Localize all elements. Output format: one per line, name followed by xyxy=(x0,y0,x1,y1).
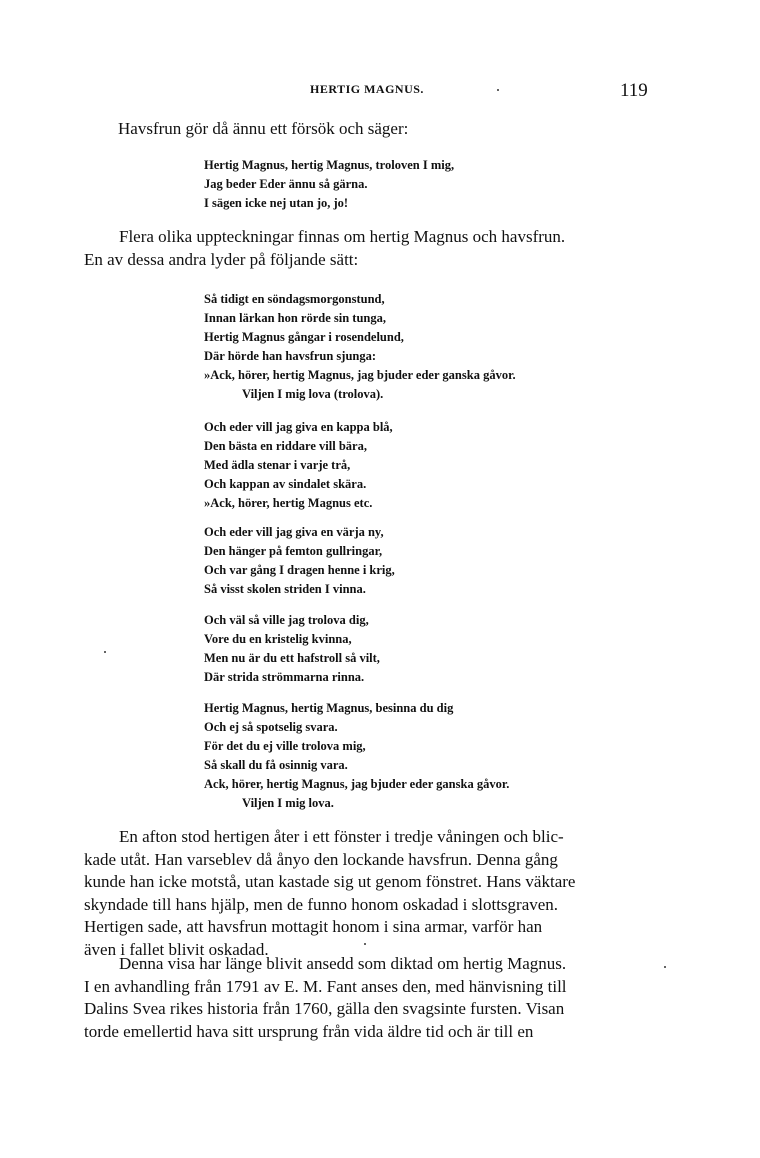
poem-line: I sägen icke nej utan jo, jo! xyxy=(204,196,349,210)
ballad-stanza-1 xyxy=(204,290,516,404)
stanza-line: Så tidigt en söndagsmorgonstund, xyxy=(204,292,385,306)
prose-paragraph-1 xyxy=(84,826,660,961)
stanza-line: Den hänger på femton gullringar, xyxy=(204,544,383,558)
stanza-line: Vore du en kristelig kvinna, xyxy=(204,632,352,646)
prose-line: Hertigen sade, att havsfrun mottagit honom i sina armar, varför han xyxy=(84,917,543,936)
ballad-stanza-4 xyxy=(204,611,380,687)
prose-line: Dalins Svea rikes historia från 1760, gälla den svagsinte fursten. Visan xyxy=(84,999,565,1018)
poem-line: Jag beder Eder ännu så gärna. xyxy=(204,177,368,191)
stanza-line: Med ädla stenar i varje trå, xyxy=(204,458,351,472)
intro-paragraph-2 xyxy=(84,226,660,271)
ballad-stanza-5 xyxy=(204,699,509,813)
stanza-line: Och kappan av sindalet skära. xyxy=(204,477,367,491)
ballad-stanza-3 xyxy=(204,523,395,599)
stanza-line: Och väl så ville jag trolova dig, xyxy=(204,613,369,627)
stanza-line: Så skall du få osinnig vara. xyxy=(204,758,348,772)
stanza-line: »Ack, hörer, hertig Magnus etc. xyxy=(204,496,373,510)
ballad-stanza-2 xyxy=(204,418,393,513)
intro-paragraph-1: Havsfrun gör då ännu ett försök och säger: xyxy=(118,119,409,138)
stanza-line: Men nu är du ett hafstroll så vilt, xyxy=(204,651,380,665)
stanza-refrain: Viljen I mig lova (trolova). xyxy=(242,387,384,401)
ink-speck xyxy=(364,943,366,945)
ink-speck xyxy=(664,966,666,968)
stanza-line: Och eder vill jag giva en kappa blå, xyxy=(204,420,393,434)
stanza-line: Där strida strömmarna rinna. xyxy=(204,670,365,684)
poem-line: Hertig Magnus, hertig Magnus, troloven I mig, xyxy=(204,158,455,172)
stanza-line: Och eder vill jag giva en värja ny, xyxy=(204,525,384,539)
ink-speck xyxy=(104,651,106,653)
stanza-line: Och var gång I dragen henne i krig, xyxy=(204,563,395,577)
prose-line: kunde han icke motstå, utan kastade sig ut genom fönstret. Hans väktare xyxy=(84,872,576,891)
stanza-line: Hertig Magnus gångar i rosendelund, xyxy=(204,330,404,344)
stanza-line: Hertig Magnus, hertig Magnus, besinna du dig xyxy=(204,701,454,715)
prose-paragraph-2 xyxy=(84,953,660,1043)
poem-quote-1 xyxy=(204,156,454,213)
stanza-line: Ack, hörer, hertig Magnus, jag bjuder eder ganska gåvor. xyxy=(204,777,510,791)
stanza-line: Och ej så spotselig svara. xyxy=(204,720,338,734)
prose-line: kade utåt. Han varseblev då ånyo den lockande havsfrun. Denna gång xyxy=(84,849,558,869)
stanza-refrain: Viljen I mig lova. xyxy=(242,796,334,810)
page-number: 119 xyxy=(620,80,648,101)
prose-line: En afton stod hertigen åter i ett fönster i tredje våningen och blic- xyxy=(119,827,564,846)
stanza-line: För det du ej ville trolova mig, xyxy=(204,739,366,753)
prose-line: I en avhandling från 1791 av E. M. Fant anses den, med hänvisning till xyxy=(84,976,567,996)
intro-paragraph-2-line-2: En av dessa andra lyder på följande sätt: xyxy=(84,249,359,269)
stanza-line: Där hörde han havsfrun sjunga: xyxy=(204,349,377,363)
prose-line: torde emellertid hava sitt ursprung från vida äldre tid och är till en xyxy=(84,1021,534,1041)
stanza-line: Den bästa en riddare vill bära, xyxy=(204,439,367,453)
stanza-line: Så visst skolen striden I vinna. xyxy=(204,582,366,596)
stanza-line: Innan lärkan hon rörde sin tunga, xyxy=(204,311,387,325)
running-head: HERTIG MAGNUS. xyxy=(310,82,424,96)
ink-speck xyxy=(497,89,499,91)
intro-paragraph-2-line-1: Flera olika uppteckningar finnas om hertig Magnus och havsfrun. xyxy=(119,227,566,246)
prose-line: skyndade till hans hjälp, men de funno honom oskadad i slottsgraven. xyxy=(84,894,559,914)
prose-line: Denna visa har länge blivit ansedd som diktad om hertig Magnus. xyxy=(119,954,567,973)
stanza-line: »Ack, hörer, hertig Magnus, jag bjuder eder ganska gåvor. xyxy=(204,368,516,382)
prose-line: även i fallet blivit oskadad. xyxy=(84,939,269,959)
